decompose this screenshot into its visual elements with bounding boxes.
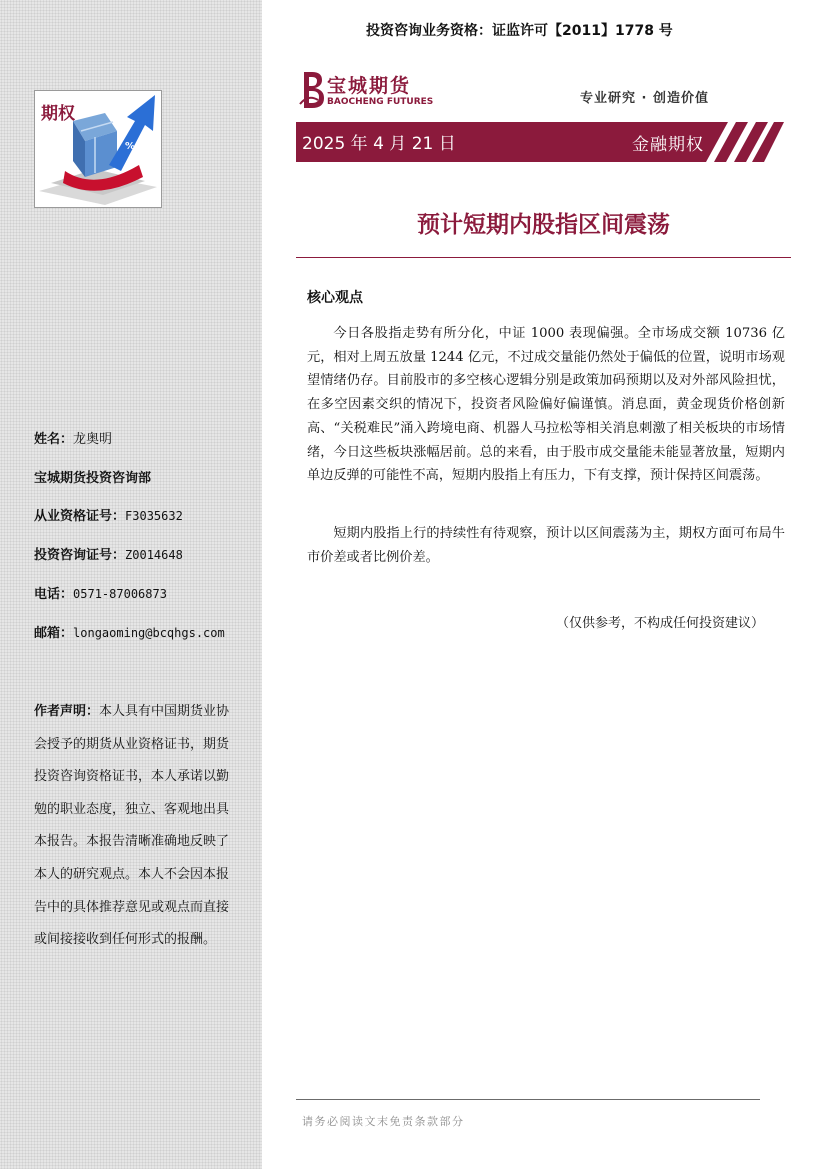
logo-text-en: BAOCHENG FUTURES (327, 97, 434, 107)
consult-label: 投资咨询证号： (34, 548, 126, 563)
page-title: 预计短期内股指区间震荡 (417, 212, 670, 238)
consult-value: Z0014648 (125, 548, 183, 562)
qual-label: 从业资格证号： (34, 509, 126, 524)
phone-label: 电话： (34, 587, 74, 602)
email-value[interactable]: longaoming@bcqhgs.com (73, 626, 225, 640)
phone (34, 583, 167, 602)
author-declaration (34, 696, 234, 957)
footer-divider (296, 1099, 760, 1100)
paragraph-1: 今日各股指走势有所分化，中证 1000 表现偏强。全市场成交额 10736 亿元，相对上周五放量 1244 亿元，不过成交量能仍然处于偏低的位置，说明市场观望情绪仍存。目前股市的多空核心逻辑分别是政策加码预期以及对外部风险担忧，在多空因素交织的情况下，投资者风险偏好偏谨慎。消息面，黄金现货价格创新高、“关税难民”涌入跨境电商、机器人马拉松等相关消息刺激了相关板块的市场情绪，今日这些板块涨幅居前。总的来看，由于股市成交量能未能显著放量，短期内单边反弹的可能性不高，短期内股指上有压力，下有支撑，预计保持区间震荡。 (307, 326, 785, 484)
section-title: 核心观点 (307, 290, 363, 306)
slogan: 专业研究 · 创造价值 (580, 91, 709, 106)
svg-text:%: % (125, 141, 136, 152)
department (34, 467, 151, 486)
department-name: 宝城期货投资咨询部 (34, 471, 152, 486)
name-value: 龙奥明 (73, 432, 113, 447)
company-logo (298, 70, 448, 112)
consult-number (34, 544, 183, 563)
cover-image (34, 90, 162, 208)
email (34, 622, 225, 641)
declare-label: 作者声明： (34, 704, 100, 719)
name-label: 姓名： (34, 432, 74, 447)
paragraph-2: 短期内股指上行的持续性有待观察，预计以区间震荡为主，期权方面可布局牛市价差或者比例价差。 (307, 526, 785, 565)
title-divider (296, 257, 791, 258)
declare-text: 本人具有中国期货业协会授予的期货从业资格证书，期货投资咨询资格证书，本人承诺以勤勉的职业态度，独立、客观地出具本报告。本报告清晰准确地反映了本人的研究观点。本人不会因本报告中的具体推荐意见或观点而直接或间接接收到任何形式的报酬。 (34, 704, 230, 948)
phone-value: 0571-87006873 (73, 587, 167, 601)
footer-note: 请务必阅读文末免责条款部分 (302, 1115, 465, 1128)
logo-text-cn: 宝城期货 (327, 75, 412, 97)
email-label: 邮箱： (34, 626, 74, 641)
disclaimer: （仅供参考，不构成任何投资建议） (556, 616, 765, 631)
logo-b-icon (298, 70, 326, 110)
cover-title: 期权 (41, 104, 75, 124)
report-date: 2025 年 4 月 21 日 (302, 134, 456, 154)
qualification-number (34, 505, 183, 524)
author-name (34, 428, 112, 447)
report-category: 金融期权 (632, 135, 704, 155)
license-line: 投资咨询业务资格：证监许可【2011】1778 号 (366, 23, 673, 39)
qual-value: F3035632 (125, 509, 183, 523)
